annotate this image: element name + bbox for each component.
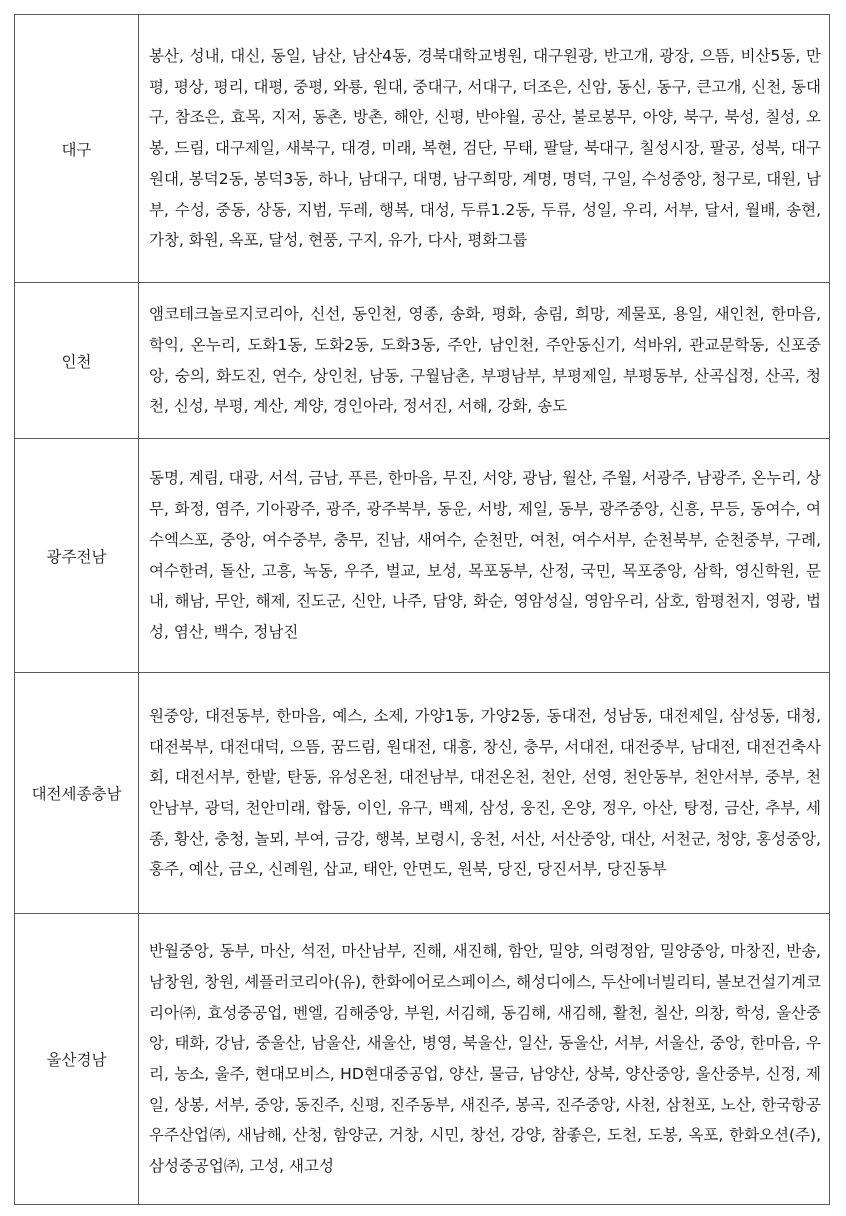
region-name-cell: 광주전남 xyxy=(15,439,139,673)
branch-list-cell: 원중앙, 대전동부, 한마음, 예스, 소제, 가양1동, 가양2동, 동대전, 성남동, 대전제일, 삼성동, 대청, 대전북부, 대전대덕, 으뜸, 꿈드림, 원대전, 대흥, 창신, 충무, 서대전, 대전중부, 남대전, 대전건축사회, 대전서부, 한밭, 탄동, 유성온천, 대전남부, 대전온천, 천안, 선영, 천안동부, 천안서부, 중부, 천안남부, 광덕, 천안미래, 합동, 이인, 유구, 백제, 삼성, 웅진, 온양, 정우, 아산, 탕정, 금산, 추부, 세종, 황산, 충청, 놀뫼, 부여, 금강, 행복, 보령시, 웅천, 서산, 서산중앙, 대산, 서천군, 청양, 홍성중앙, 홍주, 예산, 금오, 신례원, 삽교, 태안, 안면도, 원북, 당진, 당진서부, 당진동부 xyxy=(139,673,830,914)
table-row xyxy=(15,439,830,673)
region-name-cell: 울산경남 xyxy=(15,914,139,1205)
region-branch-table xyxy=(14,14,830,1205)
table-row xyxy=(15,15,830,283)
table-row xyxy=(15,914,830,1205)
region-name-cell: 대구 xyxy=(15,15,139,283)
branch-list-cell: 앰코테크놀로지코리아, 신선, 동인천, 영종, 송화, 평화, 송림, 희망, 제물포, 용일, 새인천, 한마음, 학익, 온누리, 도화1동, 도화2동, 도화3동, 주안, 남인천, 주안동신기, 석바위, 관교문학동, 신포중앙, 숭의, 화도진, 연수, 상인천, 남동, 구월남촌, 부평남부, 부평제일, 부평동부, 산곡십정, 산곡, 청천, 신성, 부평, 계산, 계양, 경인아라, 정서진, 서해, 강화, 송도 xyxy=(139,283,830,439)
region-name-cell: 대전세종충남 xyxy=(15,673,139,914)
table-row xyxy=(15,673,830,914)
table-row xyxy=(15,283,830,439)
branch-list-cell: 봉산, 성내, 대신, 동일, 남산, 남산4동, 경북대학교병원, 대구원광, 반고개, 광장, 으뜸, 비산5동, 만평, 평상, 평리, 대평, 중평, 와룡, 원대, 중대구, 서대구, 더조은, 신암, 동신, 동구, 큰고개, 신천, 동대구, 참조은, 효목, 지저, 동촌, 방촌, 해안, 신평, 반야월, 공산, 불로봉무, 아양, 북구, 북성, 칠성, 오봉, 드림, 대구제일, 새북구, 대경, 미래, 복현, 검단, 무태, 팔달, 북대구, 칠성시장, 팔공, 성북, 대구원대, 봉덕2동, 봉덕3동, 하나, 남대구, 대명, 남구희망, 계명, 명덕, 구일, 수성중앙, 청구로, 대원, 남부, 수성, 중동, 상동, 지범, 두레, 행복, 대성, 두류1.2동, 두류, 성일, 우리, 서부, 달서, 월배, 송현, 가창, 화원, 옥포, 달성, 현풍, 구지, 유가, 다사, 평화그룹 xyxy=(139,15,830,283)
branch-list-cell: 반월중앙, 동부, 마산, 석전, 마산남부, 진해, 새진해, 함안, 밀양, 의령정암, 밀양중앙, 마창진, 반송, 남창원, 창원, 셰플러코리아(유), 한화에어로스페이스, 해성디에스, 두산에너빌리티, 볼보건설기계코리아㈜, 효성중공업, 벤엘, 김해중앙, 부원, 서김해, 동김해, 새김해, 활천, 칠산, 의창, 학성, 울산중앙, 태화, 강남, 중울산, 남울산, 새울산, 병영, 북울산, 일산, 동울산, 서부, 서울산, 중앙, 한마음, 우리, 농소, 울주, 현대모비스, HD현대중공업, 양산, 물금, 남양산, 상북, 양산중앙, 울산중부, 신정, 제일, 상봉, 서부, 중앙, 동진주, 신평, 진주동부, 새진주, 봉곡, 진주중앙, 사천, 삼천포, 노산, 한국항공우주산업㈜, 새남해, 산청, 함양군, 거창, 시민, 창선, 강양, 참좋은, 도천, 도봉, 옥포, 한화오션(주), 삼성중공업㈜, 고성, 새고성 xyxy=(139,914,830,1205)
region-name-cell: 인천 xyxy=(15,283,139,439)
branch-list-cell: 동명, 계림, 대광, 서석, 금남, 푸른, 한마음, 무진, 서양, 광남, 월산, 주월, 서광주, 남광주, 온누리, 상무, 화정, 염주, 기아광주, 광주, 광주북부, 동운, 서방, 제일, 동부, 광주중앙, 신흥, 무등, 동여수, 여수엑스포, 중앙, 여수중부, 충무, 진남, 새여수, 순천만, 여천, 여수서부, 순천북부, 순천중부, 구례, 여수한려, 돌산, 고흥, 녹동, 우주, 벌교, 보성, 목포동부, 산정, 국민, 목포중앙, 삼학, 영신학원, 문내, 해남, 무안, 해제, 진도군, 신안, 나주, 담양, 화순, 영암성실, 영암우리, 삼호, 함평천지, 영광, 법성, 염산, 백수, 정남진 xyxy=(139,439,830,673)
